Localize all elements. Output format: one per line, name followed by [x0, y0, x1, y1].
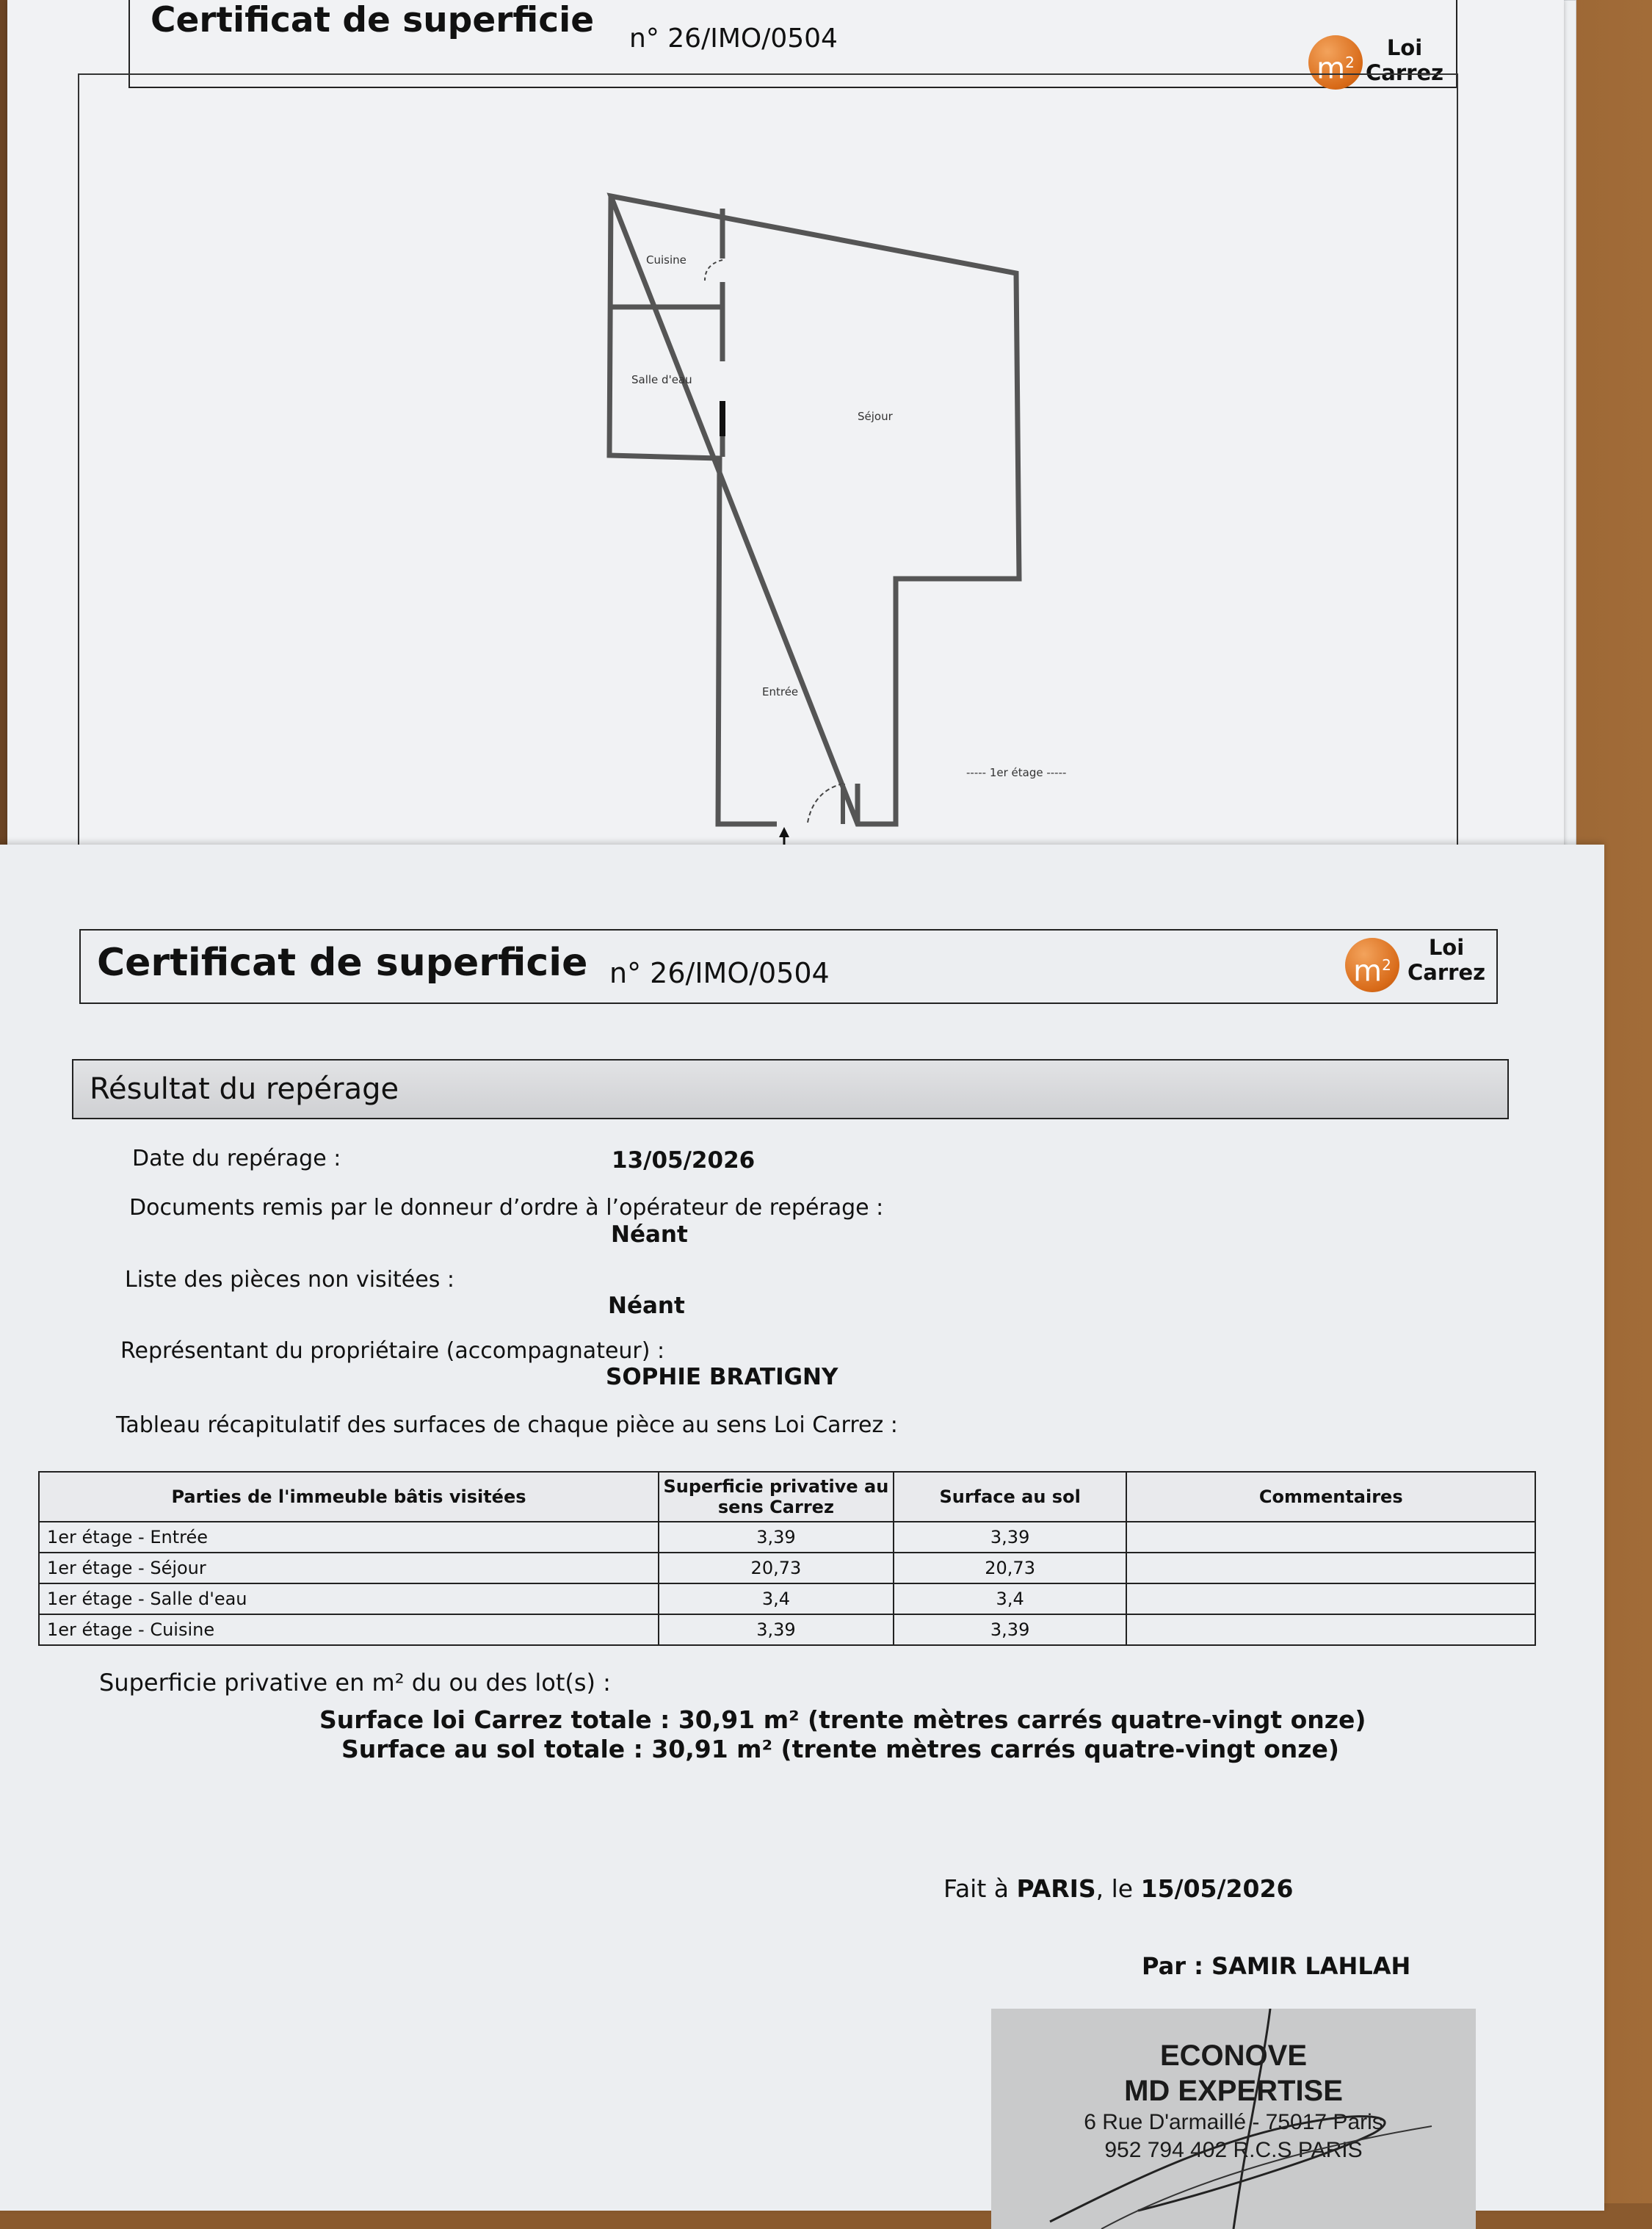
table-header-row [39, 1472, 1535, 1522]
room-label-salle-eau: Salle d'eau [631, 373, 692, 386]
summary-label: Superficie privative en m² du ou des lot(s) : [99, 1669, 611, 1697]
floor-plan-drawing [79, 75, 1460, 883]
date-value: 13/05/2026 [612, 1147, 756, 1174]
page-title: Certificat de superficie [97, 941, 588, 985]
certificate-number: n° 26/IMO/0504 [609, 957, 830, 989]
floor-total: Surface au sol totale : 30,91 m² (trente mètres carrés quatre-vingt onze) [341, 1735, 1339, 1763]
carrez-total: Surface loi Carrez totale : 30,91 m² (trente mètres carrés quatre-vingt onze) [319, 1705, 1366, 1734]
carrez-surface: 3,39 [659, 1522, 894, 1553]
comment [1126, 1553, 1535, 1583]
documents-value: Néant [611, 1221, 688, 1248]
room-name: 1er étage - Entrée [39, 1522, 659, 1553]
surface-table [38, 1471, 1536, 1646]
documents-label: Documents remis par le donneur d’ordre à l’opérateur de repérage : [129, 1195, 884, 1221]
loi-carrez-label: Loi Carrez [1407, 935, 1485, 985]
floor-surface: 3,39 [894, 1614, 1127, 1645]
room-label-sejour: Séjour [858, 410, 893, 423]
carrez-surface: 20,73 [659, 1553, 894, 1583]
comment [1126, 1614, 1535, 1645]
page-header [79, 929, 1498, 1004]
floor-label: ----- 1er étage ----- [966, 766, 1067, 779]
table-intro: Tableau récapitulatif des surfaces de chaque pièce au sens Loi Carrez : [116, 1412, 898, 1438]
comment [1126, 1583, 1535, 1614]
room-label-cuisine: Cuisine [646, 253, 686, 267]
date-label: Date du repérage : [132, 1146, 341, 1171]
column-header: Parties de l'immeuble bâtis visitées [39, 1472, 659, 1522]
company-stamp: ECONOVE MD EXPERTISE 6 Rue D'armaillé - 75017 Paris 952 794 402 R.C.S PARIS [991, 2009, 1476, 2229]
column-header: Commentaires [1126, 1472, 1535, 1522]
floor-surface: 3,4 [894, 1583, 1127, 1614]
room-name: 1er étage - Séjour [39, 1553, 659, 1583]
section-title: Résultat du repérage [90, 1072, 399, 1106]
loi-carrez-label: Loi Carrez [1366, 35, 1444, 85]
column-header: Superficie privative au sens Carrez [659, 1472, 894, 1522]
carrez-surface: 3,4 [659, 1583, 894, 1614]
floor-plan-frame [78, 73, 1458, 881]
comment [1126, 1522, 1535, 1553]
room-name: 1er étage - Cuisine [39, 1614, 659, 1645]
certificate-number: n° 26/IMO/0504 [629, 24, 838, 54]
handwritten-signature [991, 2009, 1476, 2229]
table-row [39, 1553, 1535, 1583]
floor-surface: 3,39 [894, 1522, 1127, 1553]
column-header: Surface au sol [894, 1472, 1127, 1522]
table-row [39, 1522, 1535, 1553]
floor-surface: 20,73 [894, 1553, 1127, 1583]
m2-logo-icon: $m^2$ [1345, 938, 1399, 992]
section-title-bar [72, 1059, 1509, 1119]
table-row [39, 1614, 1535, 1645]
non-visited-label: Liste des pièces non visitées : [125, 1267, 454, 1293]
room-label-entree: Entrée [762, 685, 799, 698]
representative-label: Représentant du propriétaire (accompagnateur) : [120, 1338, 665, 1364]
signoff-author: Par : SAMIR LAHLAH [1142, 1952, 1411, 1980]
floor-plan-page [7, 0, 1564, 881]
non-visited-value: Néant [608, 1293, 685, 1319]
page-title: Certificat de superficie [151, 0, 595, 40]
results-page [0, 845, 1604, 2211]
room-name: 1er étage - Salle d'eau [39, 1583, 659, 1614]
table-row [39, 1583, 1535, 1614]
m2-logo-icon: $m^2$ [1308, 35, 1363, 90]
carrez-surface: 3,39 [659, 1614, 894, 1645]
representative-value: SOPHIE BRATIGNY [606, 1364, 838, 1390]
signoff-place-date: Fait à PARIS, le 15/05/2026 [943, 1874, 1294, 1903]
